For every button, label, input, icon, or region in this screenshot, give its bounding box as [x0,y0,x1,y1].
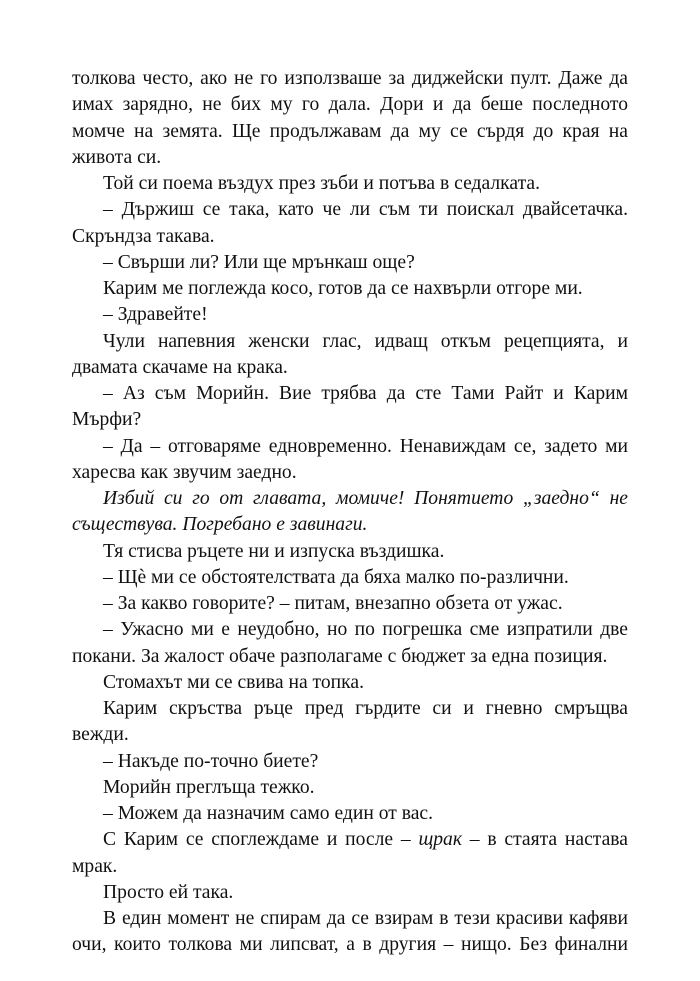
paragraph: В един момент не спирам да се взирам в тези красиви кафяви очи, които толкова ми липсват, а в другия – нищо. Без финални [72,908,628,956]
dialogue-line: – Щѐ ми се обстоятелствата да бяха малко по-различни. [103,566,569,588]
paragraph: Морийн преглъща тежко. [103,776,315,798]
book-page-text [72,66,628,959]
paragraph: толкова често, ако не го използваше за диджейски пулт. Даже да имах зарядно, не бих му го дала. Дори и да беше последното момче на земята. Ще продължавам да му се сърдя до края на живота си. [72,68,628,168]
dialogue-line: – Ужасно ми е неудобно, но по погрешка сме изпратили две покани. За жалост обаче разполагаме с бюджет за една позиция. [72,619,628,667]
paragraph: Чули напевния женски глас, идващ откъм рецепцията, и двамата скачаме на крака. [72,330,628,378]
dialogue-line: – Свърши ли? Или ще мрънкаш още? [103,251,415,273]
dialogue-line: – Накъде по-точно биете? [103,750,319,772]
emphasized-word: щрак [418,829,462,851]
text-run: – в стаята настава мрак. [72,829,628,877]
dialogue-line: – Да – отговаряме едновременно. Ненавиждам се, задето ми харесва как звучим заедно. [72,435,628,483]
dialogue-line: – Аз съм Морийн. Вие трябва да сте Тами Райт и Карим Мърфи? [72,383,628,431]
dialogue-line: – За какво говорите? – питам, внезапно обзета от ужас. [103,593,563,614]
paragraph: Просто ей така. [103,881,234,903]
paragraph: Карим скръства ръце пред гърдите си и гневно смръщва вежди. [72,698,628,746]
dialogue-line: – Държиш се така, като че ли съм ти поискал двайсетачка. Скръндза такава. [72,199,628,247]
paragraph: Стомахът ми се свива на топка. [103,671,364,693]
dialogue-line: – Здравейте! [103,304,208,326]
inner-thought-paragraph: Избий си го от главата, момиче! Понятието „заедно“ не съществува. Погребано е завинаги. [72,488,628,536]
dialogue-line: – Можем да назначим само един от вас. [103,803,434,824]
paragraph: Тя стисва ръцете ни и изпуска въздишка. [103,540,445,562]
paragraph-with-emphasis [72,827,628,880]
paragraph: Карим ме поглежда косо, готов да се нахвърли отгоре ми. [103,278,583,299]
text-run: С Карим се споглеждаме и после – [103,829,411,851]
paragraph: Той си поема въздух през зъби и потъва в седалката. [103,173,540,194]
